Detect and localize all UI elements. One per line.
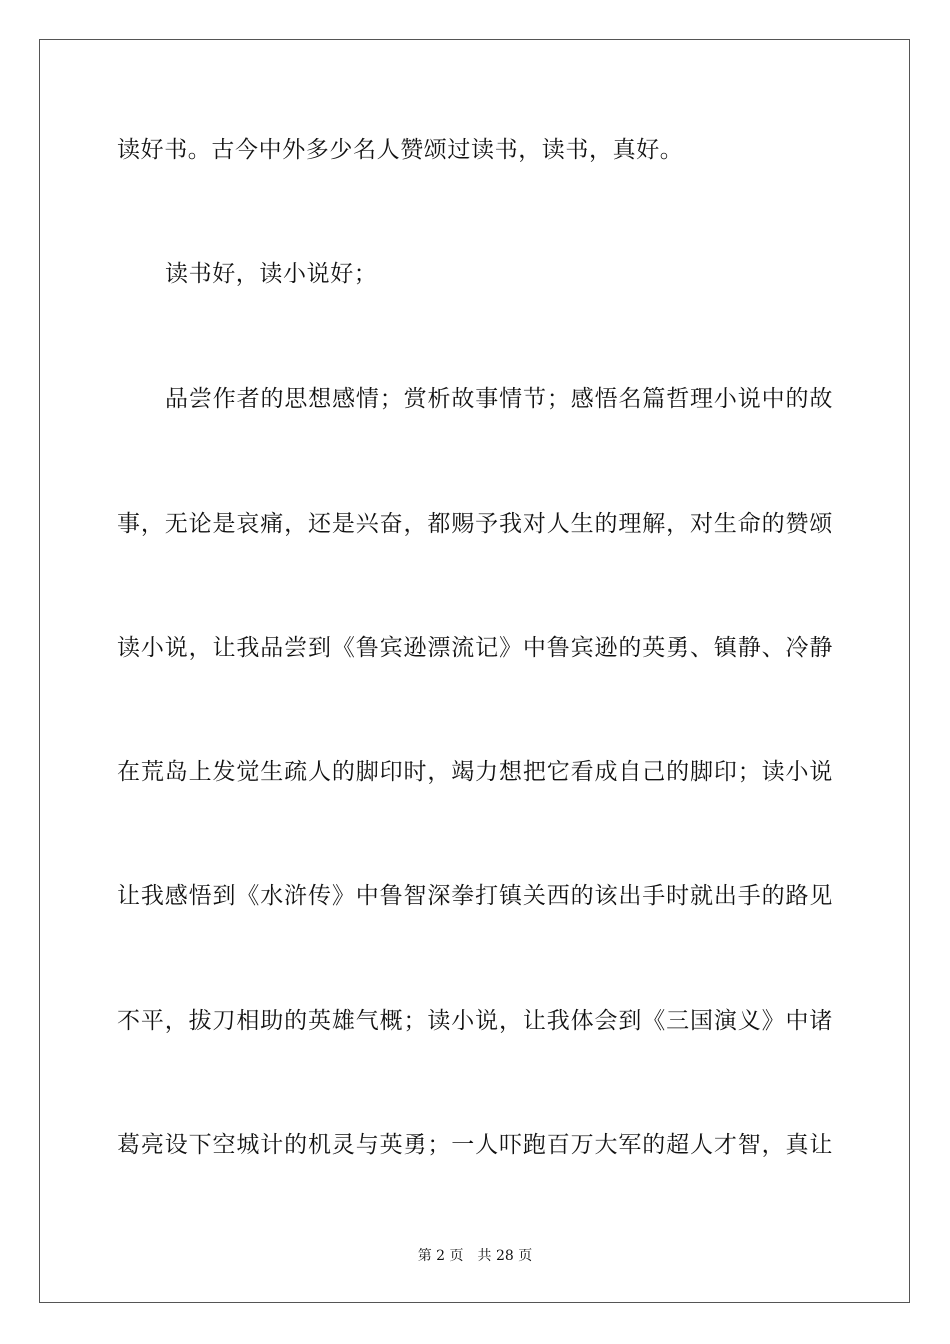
text-line: 品尝作者的思想感情；赏析故事情节；感悟名篇哲理小说中的故: [165, 386, 833, 412]
text-line: 在荒岛上发觉生疏人的脚印时，竭力想把它看成自己的脚印；读小说: [117, 759, 833, 785]
text-line: 事，无论是哀痛，还是兴奋，都赐予我对人生的理解，对生命的赞颂: [117, 511, 833, 537]
text-line: 读小说，让我品尝到《鲁宾逊漂流记》中鲁宾逊的英勇、镇静、冷静: [117, 635, 833, 661]
page-footer: [0, 1247, 950, 1265]
text-line: 不平，拔刀相助的英雄气概；读小说，让我体会到《三国演义》中诸: [117, 1008, 833, 1034]
page-number: 第 2 页: [417, 1248, 464, 1264]
text-line: 读书好，读小说好；: [165, 261, 378, 287]
page-border: [39, 39, 910, 1303]
text-line: 让我感悟到《水浒传》中鲁智深拳打镇关西的该出手时就出手的路见: [117, 883, 833, 909]
text-line: 葛亮设下空城计的机灵与英勇；一人吓跑百万大军的超人才智，真让: [117, 1132, 833, 1158]
total-pages: 共 28 页: [477, 1248, 533, 1264]
text-line: 读好书。古今中外多少名人赞颂过读书，读书，真好。: [117, 137, 684, 163]
